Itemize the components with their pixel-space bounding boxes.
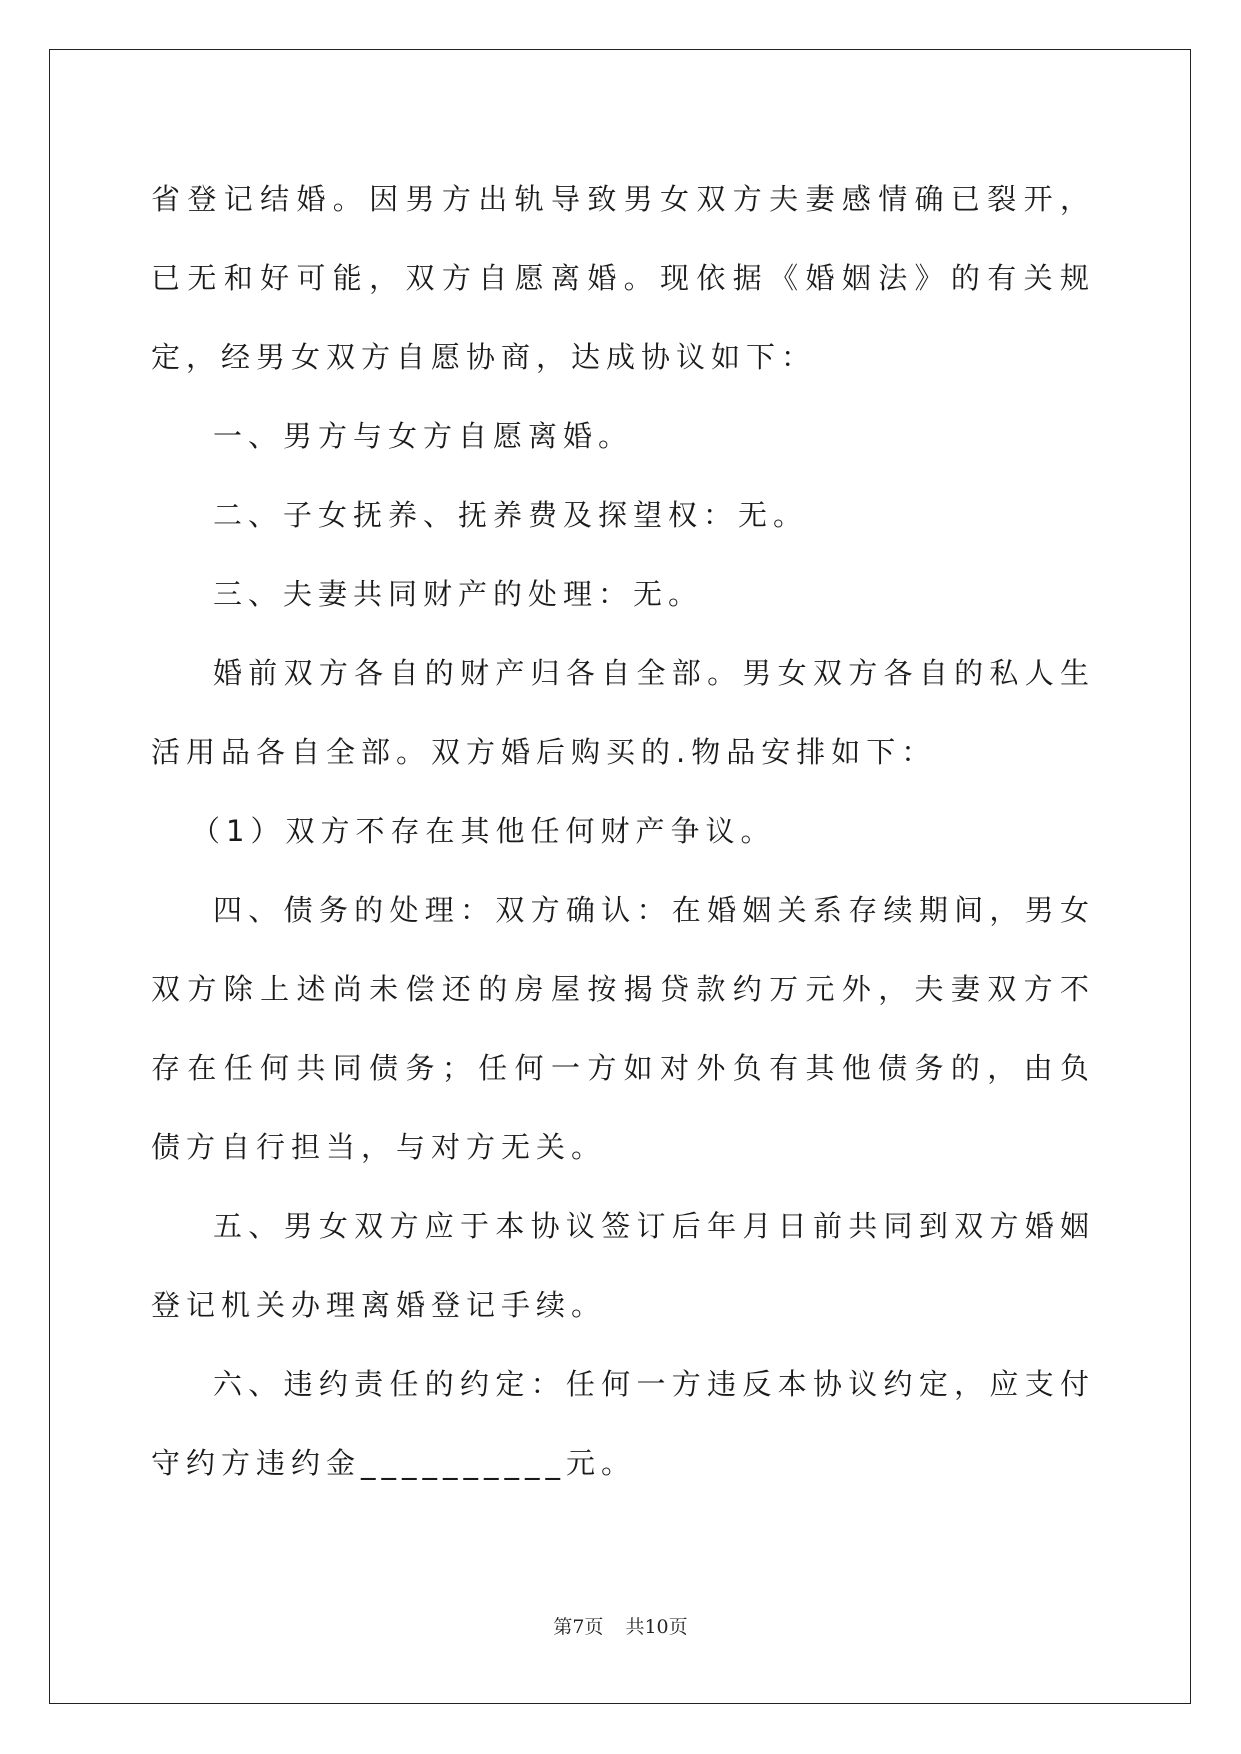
paragraph-intro: 省登记结婚。因男方出轨导致男女双方夫妻感情确已裂开，已无和好可能，双方自愿离婚。现依据《婚姻法》的有关规定，经男女双方自愿协商，达成协议如下： bbox=[151, 182, 1095, 374]
clause-3: 三、夫妻共同财产的处理：无。 bbox=[213, 577, 704, 611]
clause-2: 二、子女抚养、抚养费及探望权：无。 bbox=[213, 498, 809, 532]
page-footer bbox=[0, 1612, 1241, 1639]
clause-4: 四、债务的处理：双方确认：在婚姻关系存续期间，男女双方除上述尚未偿还的房屋按揭贷款约万元外，夫妻双方不存在任何共同债务；任何一方如对外负有其他债务的，由负债方自行担当，与对方无关。 bbox=[151, 893, 1095, 1164]
page-number: 第7页 bbox=[553, 1616, 604, 1638]
sub-clause-1: （1）双方不存在其他任何财产争议。 bbox=[191, 814, 776, 848]
clause-1: 一、男方与女方自愿离婚。 bbox=[213, 419, 634, 453]
paragraph-property: 婚前双方各自的财产归各自全部。男女双方各自的私人生活用品各自全部。双方婚后购买的.物品安排如下： bbox=[151, 656, 1095, 769]
page-total: 共10页 bbox=[625, 1616, 688, 1638]
clause-6: 六、违约责任的约定：任何一方违反本协议约定，应支付守约方违约金__________元。 bbox=[151, 1367, 1095, 1480]
document-body bbox=[151, 160, 1095, 1503]
clause-5: 五、男女双方应于本协议签订后年月日前共同到双方婚姻登记机关办理离婚登记手续。 bbox=[151, 1209, 1095, 1322]
